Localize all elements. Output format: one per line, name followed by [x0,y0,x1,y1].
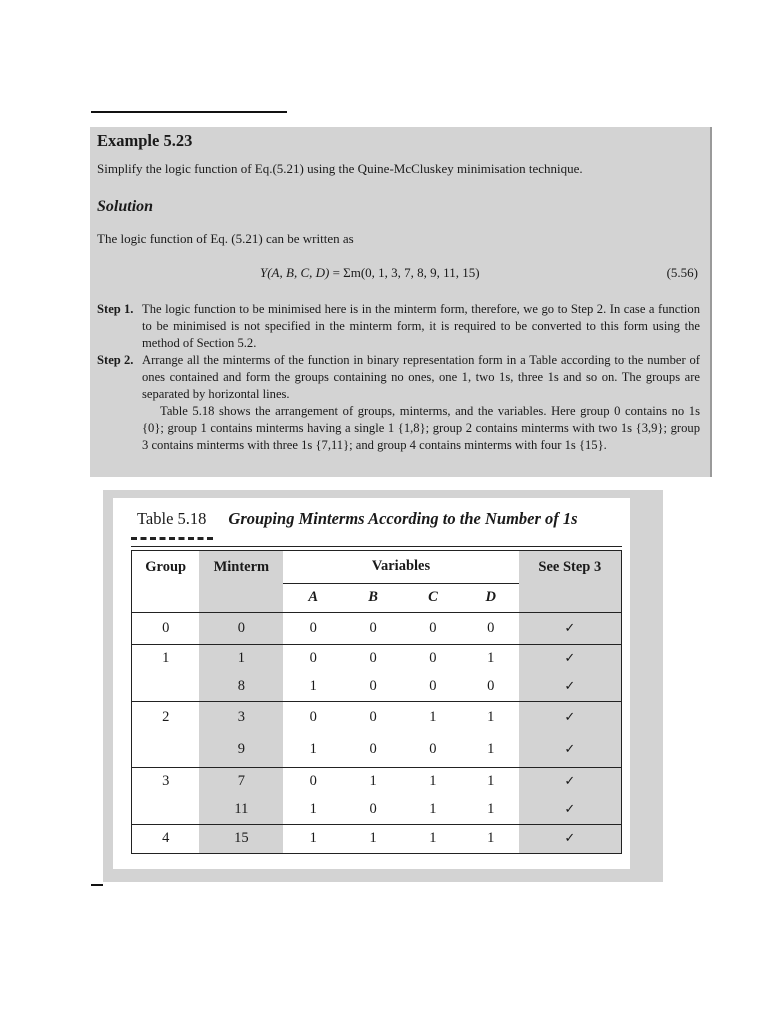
cell-a: 0 [283,767,343,796]
cell-d: 0 [463,612,519,644]
cell-group [132,673,200,702]
step-text: Arrange all the minterms of the function in binary representation form in a Table according to the number of ones contained and form the groups containing no ones, one 1, two 1s, three 1s and so on. The groups are separated by horizontal lines. [142,353,700,401]
cell-group [132,796,200,825]
cell-c: 0 [429,741,437,758]
cell-group: 4 [132,824,200,853]
cell-d: 1 [463,824,519,853]
cell-group: 0 [132,612,200,644]
cell-c: 1 [403,824,463,853]
table-row [132,796,622,825]
cell-b: 0 [369,741,377,758]
solution-text: The logic function of Eq. (5.21) can be written as [97,231,354,246]
cell-a: 0 [283,701,343,733]
cell-minterm: 0 [199,612,283,644]
header-var-a: A [283,583,343,612]
cell-c: 1 [403,767,463,796]
step-2-paragraph: Table 5.18 shows the arrangement of groups, minterms, and the variables. Here group 0 contains no 1s {0}; group 1 contains minterms having a single 1 {1,8}; group 2 contains minterms with two 1s {3,9}; group 3 contains minterms with three 1s {7,11}; and group 4 contains minterms with four 1s {15}. [142,404,700,452]
cell-b: 1 [343,767,403,796]
cell-minterm: 7 [199,767,283,796]
cell-b: 1 [343,824,403,853]
table-label: Table 5.18 [137,509,207,528]
check-icon: ✓ [519,701,622,733]
step-1 [97,301,700,352]
cell-d: 1 [487,801,495,817]
equation-rhs: = Σm(0, 1, 3, 7, 8, 9, 11, 15) [329,265,480,280]
cell-group: 1 [132,644,200,673]
check-icon: ✓ [519,612,622,644]
cell-b: 0 [343,644,403,673]
cell-c: 0 [403,644,463,673]
table-caption [137,509,578,529]
cell-c: 0 [429,678,437,694]
cell-d: 0 [487,678,495,694]
header-minterm: Minterm [199,551,283,584]
caption-rule [131,546,622,547]
table-row [132,824,622,853]
cell-group [132,733,200,767]
step-label: Step 2. [97,353,134,367]
cell-d: 1 [463,767,519,796]
cell-b: 0 [369,678,377,694]
table-row [132,701,622,733]
check-icon: ✓ [519,733,622,767]
cell-c: 1 [429,801,437,817]
cell-group: 2 [132,701,200,733]
cell-a: 0 [283,612,343,644]
check-icon: ✓ [519,767,622,796]
caption-dashed-underline [131,537,213,540]
example-title: Example 5.23 [97,131,193,150]
cell-b: 0 [369,801,377,817]
check-icon: ✓ [519,824,622,853]
check-icon: ✓ [519,796,622,825]
cell-d: 1 [463,644,519,673]
cell-minterm: 9 [199,733,283,767]
cell-a: 1 [309,801,317,817]
bottom-mark [91,884,103,886]
cell-c: 0 [403,612,463,644]
header-row [132,551,622,584]
step-2 [97,352,700,403]
example-box [90,127,712,477]
header-group: Group [145,558,187,575]
cell-group: 3 [132,767,200,796]
header-variables: Variables [371,558,431,575]
table-row [132,733,622,767]
cell-d: 1 [463,701,519,733]
equation [260,265,480,281]
grouping-table [131,550,622,854]
check-icon: ✓ [519,644,622,673]
check-icon: ✓ [519,673,622,702]
equation-number: (5.56) [666,265,698,280]
cell-minterm: 15 [199,824,283,853]
step-text: The logic function to be minimised here is in the minterm form, therefore, we go to Step 2. In case a function to be minimised is not specified in the minterm form, it is required to be converted to this form using the method of Section 5.2. [142,302,700,350]
table-row [132,673,622,702]
top-rule [91,111,287,113]
cell-b: 0 [343,701,403,733]
cell-b: 0 [343,612,403,644]
cell-minterm: 8 [199,673,283,702]
table-row [132,767,622,796]
cell-d: 1 [487,741,495,758]
step-label: Step 1. [97,302,134,316]
steps [97,301,700,454]
cell-a: 1 [283,824,343,853]
cell-a: 0 [283,644,343,673]
subheader-row [132,583,622,612]
cell-minterm: 3 [199,701,283,733]
header-var-d: D [463,583,519,612]
cell-a: 1 [309,678,317,694]
table-row [132,644,622,673]
cell-a: 1 [309,741,317,758]
cell-minterm: 11 [199,796,283,825]
header-see-step: See Step 3 [519,551,622,584]
header-var-b: B [343,583,403,612]
equation-lhs: Y(A, B, C, D) [260,265,330,280]
header-var-c: C [403,583,463,612]
cell-c: 1 [403,701,463,733]
solution-title: Solution [97,198,154,215]
example-problem: Simplify the logic function of Eq.(5.21) using the Quine-McCluskey minimisation technique. [97,161,583,176]
cell-minterm: 1 [199,644,283,673]
table-title: Grouping Minterms According to the Number of 1s [228,509,578,528]
table-row [132,612,622,644]
